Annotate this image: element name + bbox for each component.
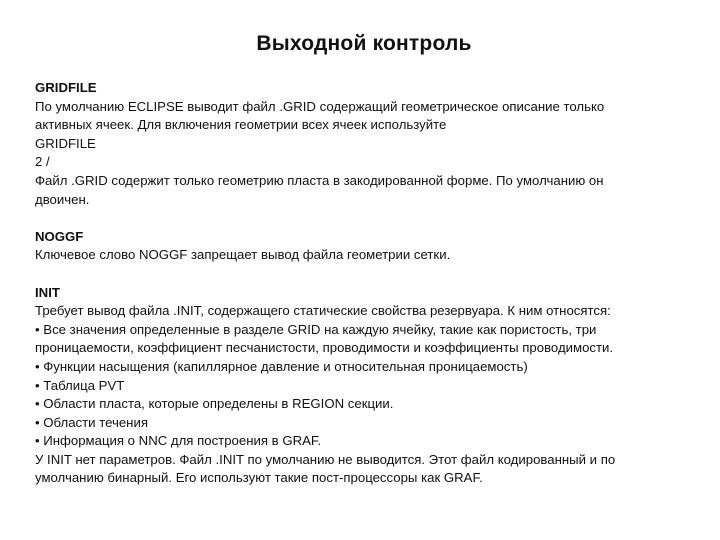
text-line: проницаемости, коэффициент песчанистости, проводимости и коэффициенты проводимости. — [35, 340, 614, 356]
section-gridfile — [35, 79, 705, 209]
text-line: GRIDFILE — [35, 135, 96, 151]
page-title: Выходной контроль — [256, 32, 472, 55]
section-init — [35, 284, 705, 489]
text-line: У INIT нет параметров. Файл .INIT по умолчанию не выводится. Этот файл кодированный и по — [35, 451, 616, 467]
section-heading-gridfile: GRIDFILE — [35, 80, 97, 95]
bullet-item: • Функции насыщения (капиллярное давление и относительная проницаемость) — [35, 358, 528, 374]
text-line: активных ячеек. Для включения геометрии всех ячеек используйте — [35, 117, 447, 133]
spacer — [35, 209, 705, 228]
text-line: 2 / — [35, 154, 50, 170]
section-heading-init: INIT — [35, 284, 60, 300]
bullet-item: • Все значения определенные в разделе GRID на каждую ячейку, такие как пористость, три — [35, 321, 597, 337]
text-line: умолчанию бинарный. Его используют такие пост-процессоры как GRAF. — [35, 470, 483, 486]
bullet-item: • Области пласта, которые определены в REGION секции. — [35, 396, 394, 412]
bullet-item: • Области течения — [35, 414, 148, 430]
bullet-item: • Таблица PVT — [35, 377, 125, 393]
text-line: По умолчанию ECLIPSE выводит файл .GRID содержащий геометрическое описание только — [35, 98, 605, 114]
spacer — [35, 265, 705, 284]
section-heading-noggf: NOGGF — [35, 228, 84, 244]
section-noggf — [35, 228, 705, 265]
bullet-item: • Информация о NNC для построения в GRAF. — [35, 433, 322, 449]
text-line: двоичен. — [35, 191, 90, 207]
document-body — [35, 79, 705, 488]
text-line: Требует вывод файла .INIT, содержащего статические свойства резервуара. К ним относятся: — [35, 303, 611, 319]
text-line: Ключевое слово NOGGF запрещает вывод файла геометрии сетки. — [35, 247, 451, 263]
text-line: Файл .GRID содержит только геометрию пласта в закодированной форме. По умолчанию он — [35, 172, 604, 188]
